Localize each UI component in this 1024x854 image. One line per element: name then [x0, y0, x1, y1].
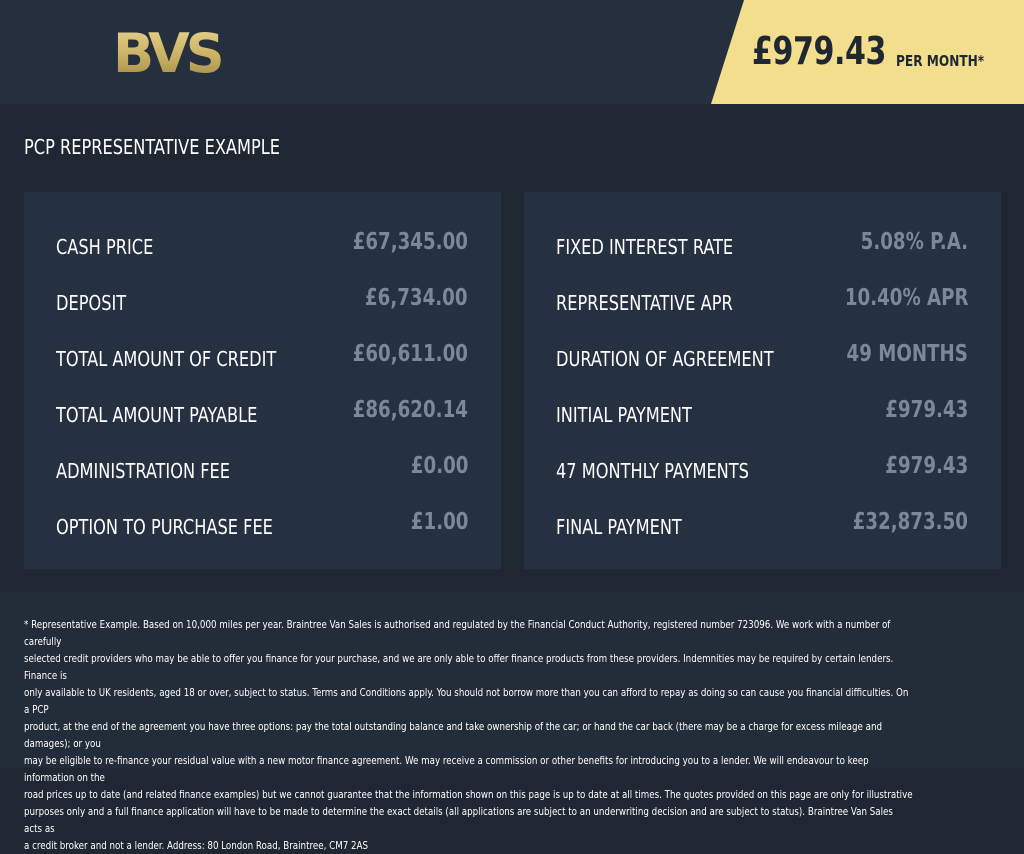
finance-row-value: £1.00 [410, 509, 468, 535]
section-title: PCP REPRESENTATIVE EXAMPLE [24, 135, 280, 159]
finance-details-right-panel [524, 192, 1001, 569]
finance-row [56, 509, 468, 542]
finance-row [56, 397, 468, 430]
finance-row-label: FIXED INTEREST RATE [556, 235, 734, 259]
finance-row-label: TOTAL AMOUNT PAYABLE [56, 403, 258, 427]
finance-row-label: DEPOSIT [56, 291, 127, 315]
monthly-price: £979.43 [752, 29, 886, 73]
price-period-label: PER MONTH* [896, 52, 985, 70]
finance-row-value: £60,611.00 [352, 341, 468, 367]
finance-row-label: DURATION OF AGREEMENT [556, 347, 774, 371]
finance-row [556, 509, 968, 542]
finance-row-value: £0.00 [410, 453, 468, 479]
finance-disclaimer [24, 616, 913, 854]
disclaimer-line: product, at the end of the agreement you have three options: pay the total outstanding balance and take ownership of the car; or hand the car back (there may be a charge for excess mileage and damages); or you [24, 720, 883, 750]
finance-row-label: OPTION TO PURCHASE FEE [56, 515, 273, 539]
finance-row-label: CASH PRICE [56, 235, 154, 259]
finance-row [56, 341, 468, 374]
logo-text: BVS [113, 24, 221, 78]
finance-row-label: REPRESENTATIVE APR [556, 291, 733, 315]
finance-row-value: £6,734.00 [365, 285, 468, 311]
finance-row [56, 285, 468, 318]
bvs-logo[interactable] [113, 24, 231, 78]
finance-row [556, 397, 968, 430]
finance-row-label: ADMINISTRATION FEE [56, 459, 230, 483]
disclaimer-line: may be eligible to re-finance your residual value with a new motor finance agreement. We may receive a commission or other benefits for introducing you to a lender. We will endeavour to keep information on the [24, 754, 869, 784]
finance-row-value: 49 MONTHS [846, 341, 968, 367]
finance-row [556, 229, 968, 262]
disclaimer-line: road prices up to date (and related finance examples) but we cannot guarantee that the information shown on this page is up to date at all times. The quotes provided on this page are only for illustrative [24, 788, 913, 801]
disclaimer-line: a credit broker and not a lender. Address: 80 London Road, Braintree, CM7 2AS [24, 839, 369, 852]
finance-row-value: £67,345.00 [352, 229, 468, 255]
finance-row-value: £86,620.14 [352, 397, 468, 423]
finance-row-value: 10.40% APR [844, 285, 968, 311]
finance-details-left-panel [24, 192, 501, 569]
finance-row-value: £32,873.50 [852, 509, 968, 535]
disclaimer-line: * Representative Example. Based on 10,000 miles per year. Braintree Van Sales is authorised and regulated by the Financial Conduct Authority, registered number 723096. We work with a number of carefully [24, 618, 891, 648]
finance-row [556, 453, 968, 486]
finance-row-label: TOTAL AMOUNT OF CREDIT [56, 347, 277, 371]
bvs-logo-icon [113, 24, 231, 78]
finance-row [556, 285, 968, 318]
finance-row [556, 341, 968, 374]
finance-row [56, 229, 468, 262]
finance-row-label: INITIAL PAYMENT [556, 403, 692, 427]
finance-row-value: 5.08% P.A. [860, 229, 968, 255]
disclaimer-line: only available to UK residents, aged 18 or over, subject to status. Terms and Conditions apply. You should not borrow more than you can afford to repay as doing so can cause you financial difficulties. On a PCP [24, 686, 909, 716]
finance-row-value: £979.43 [885, 397, 968, 423]
finance-row-label: FINAL PAYMENT [556, 515, 682, 539]
finance-row [56, 453, 468, 486]
finance-row-value: £979.43 [885, 453, 968, 479]
disclaimer-line: selected credit providers who may be able to offer you finance for your purchase, and we are only able to offer finance products from these providers. Indemnities may be required by certain lenders. Finance is [24, 652, 894, 682]
finance-row-label: 47 MONTHLY PAYMENTS [556, 459, 749, 483]
disclaimer-line: purposes only and a full finance application will have to be made to determine the exact details (all applications are subject to an underwriting decision and are subject to status). Braintree Van Sales acts as [24, 805, 893, 835]
